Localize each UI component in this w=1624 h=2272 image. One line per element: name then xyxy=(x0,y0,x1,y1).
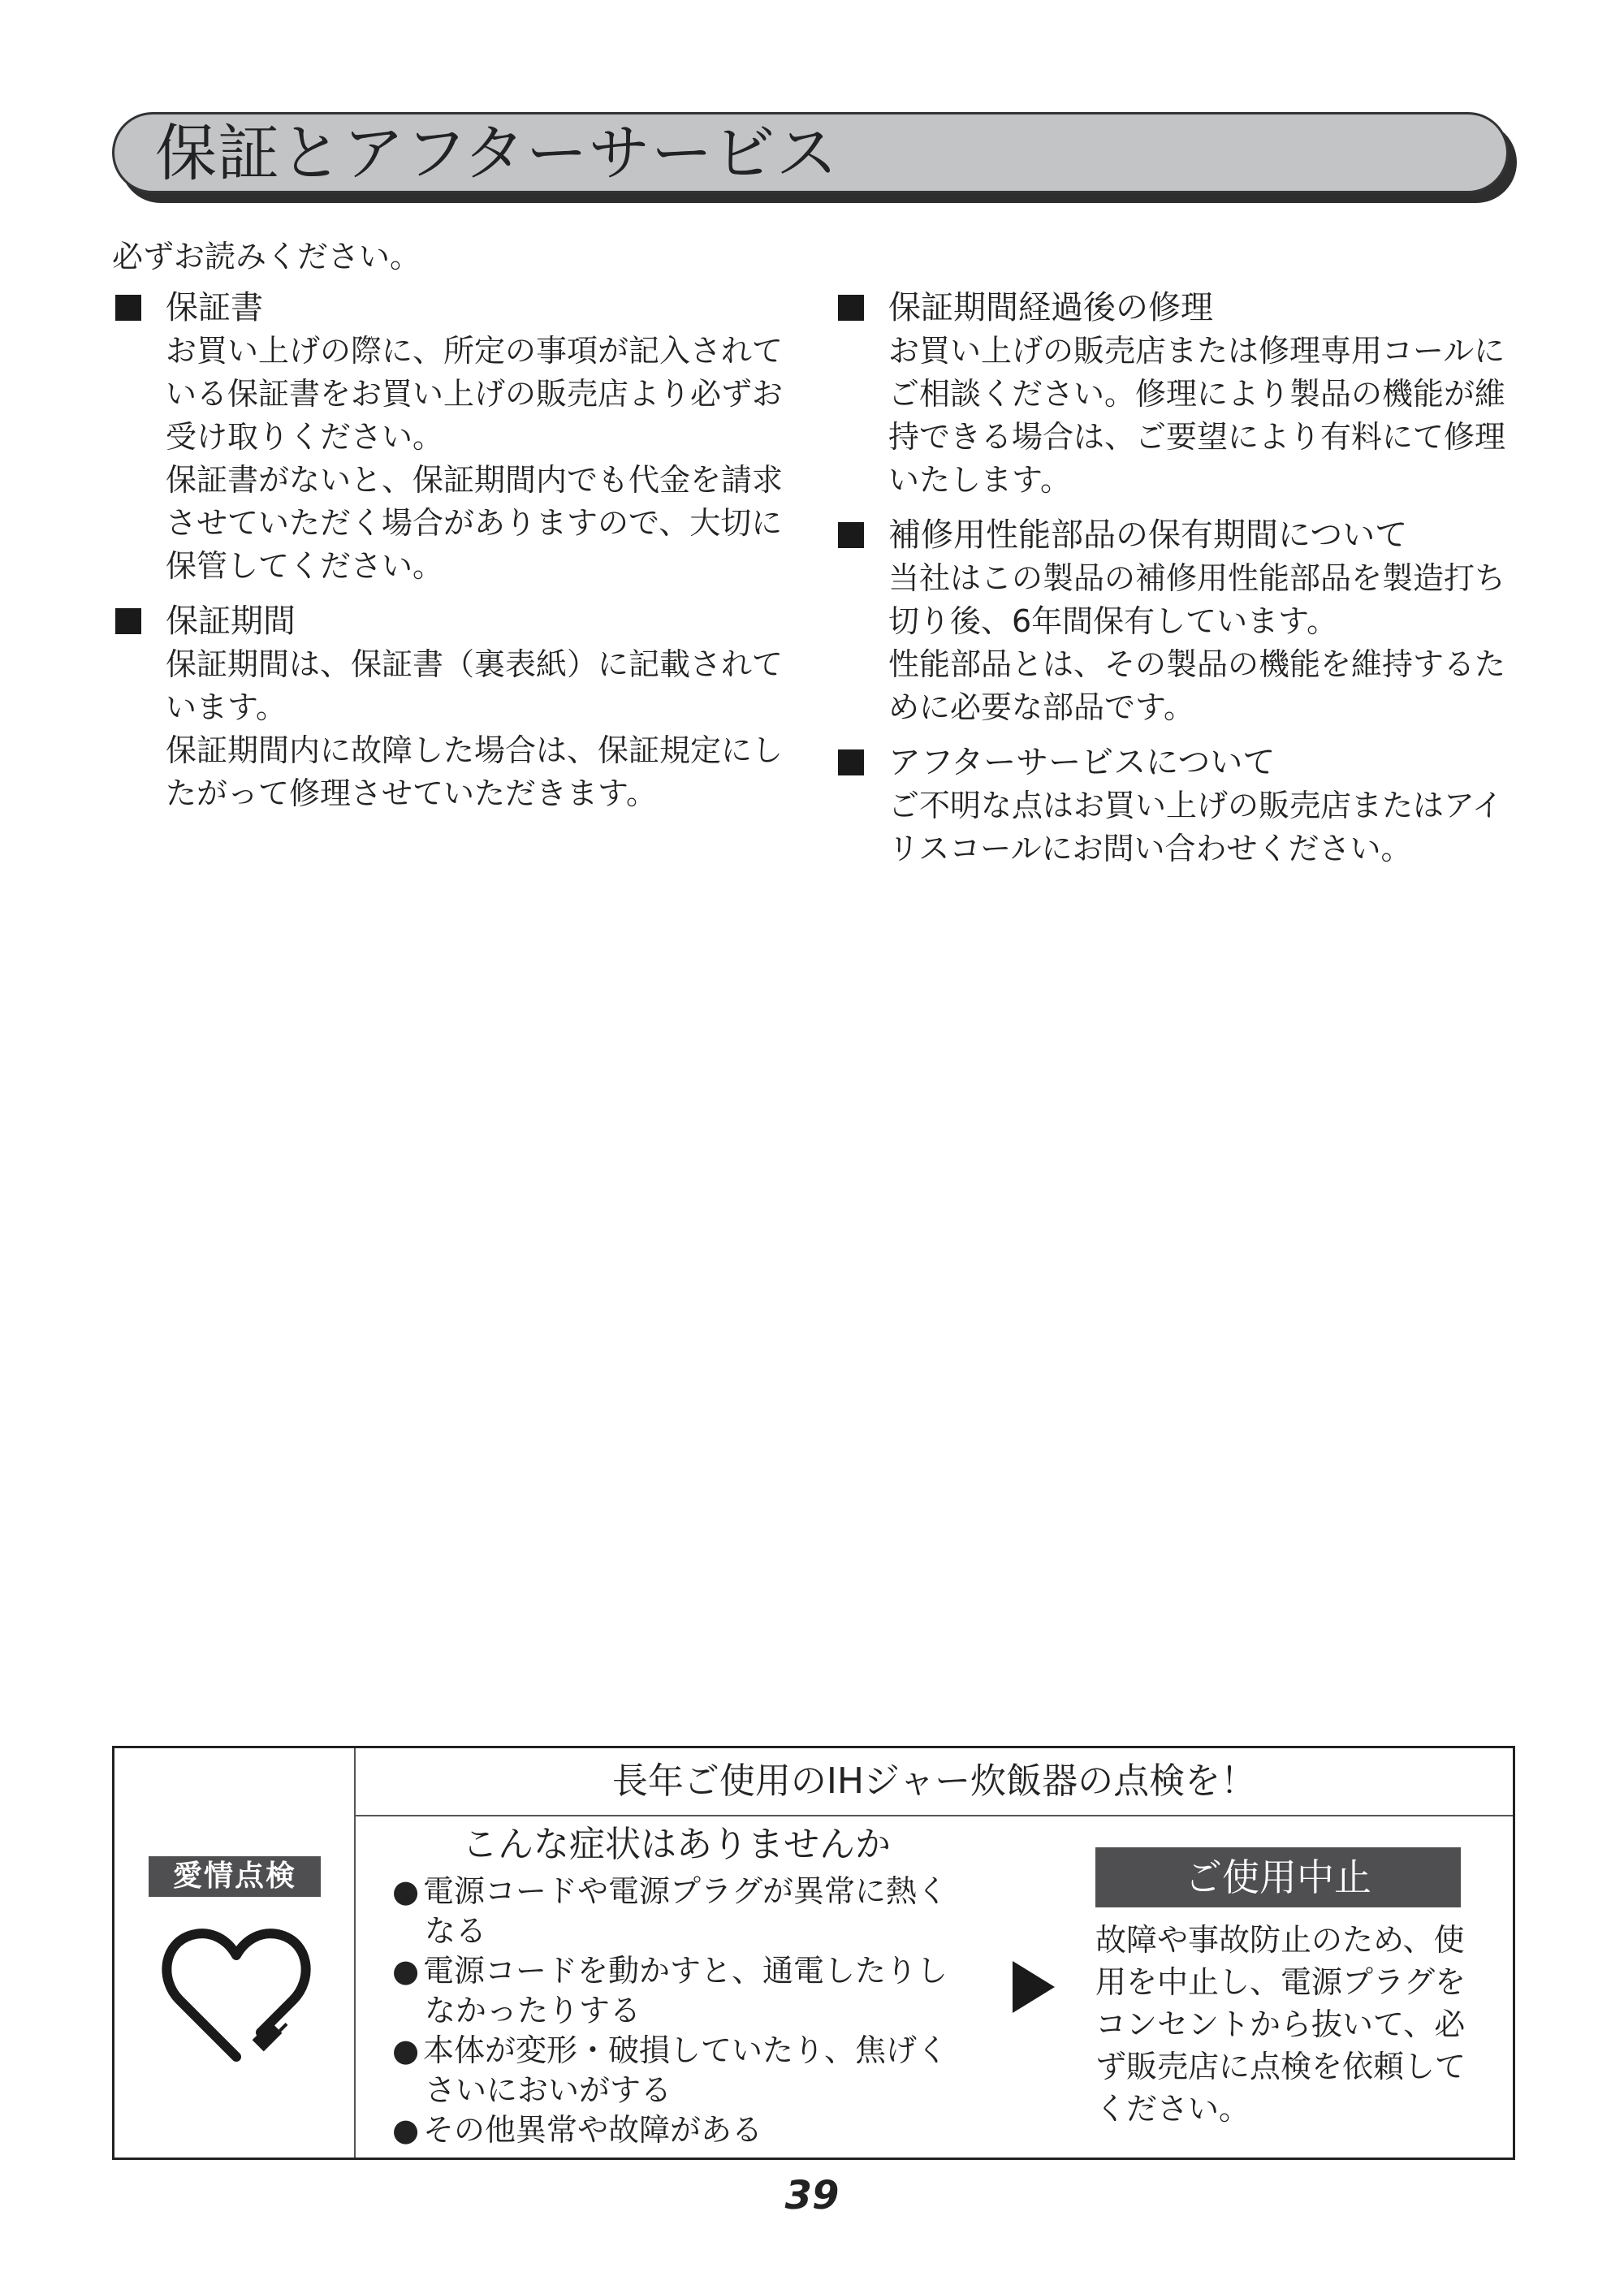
instruction-line: ず販売店に点検を依頼して xyxy=(1095,2049,1466,2084)
section-heading xyxy=(838,513,1536,557)
section-parts-retention xyxy=(838,513,1536,729)
body-line: 保管してください。 xyxy=(166,548,444,584)
body-line: いる保証書をお買い上げの販売店より必ずお xyxy=(166,376,784,412)
body-line: います。 xyxy=(166,689,287,725)
right-column xyxy=(838,286,1536,882)
square-bullet-icon xyxy=(838,522,864,548)
section-heading xyxy=(115,286,814,330)
symptom-list xyxy=(392,1872,948,2150)
section-heading-text: 保証書 xyxy=(166,289,263,326)
section-heading-text: アフターサービスについて xyxy=(888,744,1276,781)
section-heading-text: 保証期間経過後の修理 xyxy=(888,289,1213,326)
instruction-line: 故障や事故防止のため、使 xyxy=(1095,1922,1465,1958)
square-bullet-icon xyxy=(115,608,141,634)
symptom-text-cont: なる xyxy=(425,1913,487,1949)
page-number: 39 xyxy=(784,2173,840,2218)
instruction-line: 用を中止し、電源プラグを xyxy=(1095,1964,1466,2000)
body-line: お買い上げの販売店または修理専用コールに xyxy=(888,333,1505,369)
symptom-text-cont: さいにおいがする xyxy=(425,2072,672,2108)
body-line: 保証期間内に故障した場合は、保証規定にし xyxy=(166,732,784,768)
body-line: たがって修理させていただきます。 xyxy=(166,775,657,811)
arrow-right-icon xyxy=(1013,1961,1055,2013)
symptom-text-cont: なかったりする xyxy=(425,1993,641,2028)
section-after-service xyxy=(838,741,1536,870)
body-line: 保証書がないと、保証期間内でも代金を請求 xyxy=(166,462,784,498)
body-line: 切り後、6年間保有しています。 xyxy=(888,603,1338,639)
instruction-line: ください。 xyxy=(1095,2091,1250,2127)
body-line: ご相談ください。修理により製品の機能が維 xyxy=(888,376,1506,412)
body-line: 性能部品とは、その製品の機能を維持するた xyxy=(888,646,1506,682)
bullet-icon: ● xyxy=(392,1873,420,1909)
inspection-label: 愛情点検 xyxy=(149,1856,321,1897)
inspection-label-panel xyxy=(114,1748,356,2158)
body-line: ご不明な点はお買い上げの販売店またはアイ xyxy=(888,788,1503,823)
body-line: いたします。 xyxy=(888,462,1071,498)
symptom-text: 本体が変形・破損していたり、焦げく xyxy=(423,2032,948,2068)
intro-text: 必ずお読みください。 xyxy=(112,239,421,274)
symptom-text: 電源コードを動かすと、通電したりし xyxy=(423,1953,948,1989)
heart-plug-icon xyxy=(155,1915,317,2069)
left-column xyxy=(115,286,814,827)
symptom-text: その他異常や故障がある xyxy=(423,2112,763,2148)
section-heading xyxy=(115,599,814,643)
section-heading-text: 保証期間 xyxy=(166,603,296,640)
body-line: お買い上げの際に、所定の事項が記入されて xyxy=(166,333,784,369)
square-bullet-icon xyxy=(115,295,141,321)
section-warranty-period xyxy=(115,599,814,815)
section-body xyxy=(166,643,814,815)
body-line: リスコールにお問い合わせください。 xyxy=(888,831,1412,866)
body-line: 保証期間は、保証書（裏表紙）に記載されて xyxy=(166,646,784,682)
symptom-item xyxy=(392,1951,948,2031)
body-line: 持できる場合は、ご要望により有料にて修理 xyxy=(888,419,1506,455)
bullet-icon: ● xyxy=(392,1953,420,1989)
section-body xyxy=(166,330,814,588)
square-bullet-icon xyxy=(838,749,864,775)
square-bullet-icon xyxy=(838,295,864,321)
section-heading xyxy=(838,286,1536,330)
symptom-question: こんな症状はありませんか xyxy=(462,1824,891,1865)
stop-use-label: ご使用中止 xyxy=(1095,1847,1461,1907)
section-heading-text: 補修用性能部品の保有期間について xyxy=(888,516,1408,554)
symptom-text: 電源コードや電源プラグが異常に熱く xyxy=(423,1873,948,1909)
page-title: 保証とアフターサービス xyxy=(155,117,839,189)
body-line: 当社はこの製品の補修用性能部品を製造打ち xyxy=(888,560,1506,596)
stop-use-instructions xyxy=(1095,1919,1466,2130)
section-body xyxy=(888,784,1536,870)
body-line: させていただく場合がありますので、大切に xyxy=(166,505,783,541)
symptom-item xyxy=(392,2031,948,2110)
symptom-item xyxy=(392,2110,948,2150)
inspection-box xyxy=(112,1746,1515,2160)
body-line: 受け取りください。 xyxy=(166,419,444,455)
section-heading xyxy=(838,741,1536,784)
section-body xyxy=(888,330,1536,502)
body-line: めに必要な部品です。 xyxy=(888,689,1194,725)
title-banner xyxy=(112,112,1509,193)
section-body xyxy=(888,557,1536,729)
bullet-icon: ● xyxy=(392,2112,420,2148)
bullet-icon: ● xyxy=(392,2032,420,2068)
instruction-line: コンセントから抜いて、必 xyxy=(1095,2006,1466,2042)
inspection-heading: 長年ご使用のIHジャー炊飯器の点検を！ xyxy=(356,1748,1513,1816)
section-warranty-card xyxy=(115,286,814,588)
symptom-item xyxy=(392,1872,948,1951)
section-post-warranty-repair xyxy=(838,286,1536,502)
